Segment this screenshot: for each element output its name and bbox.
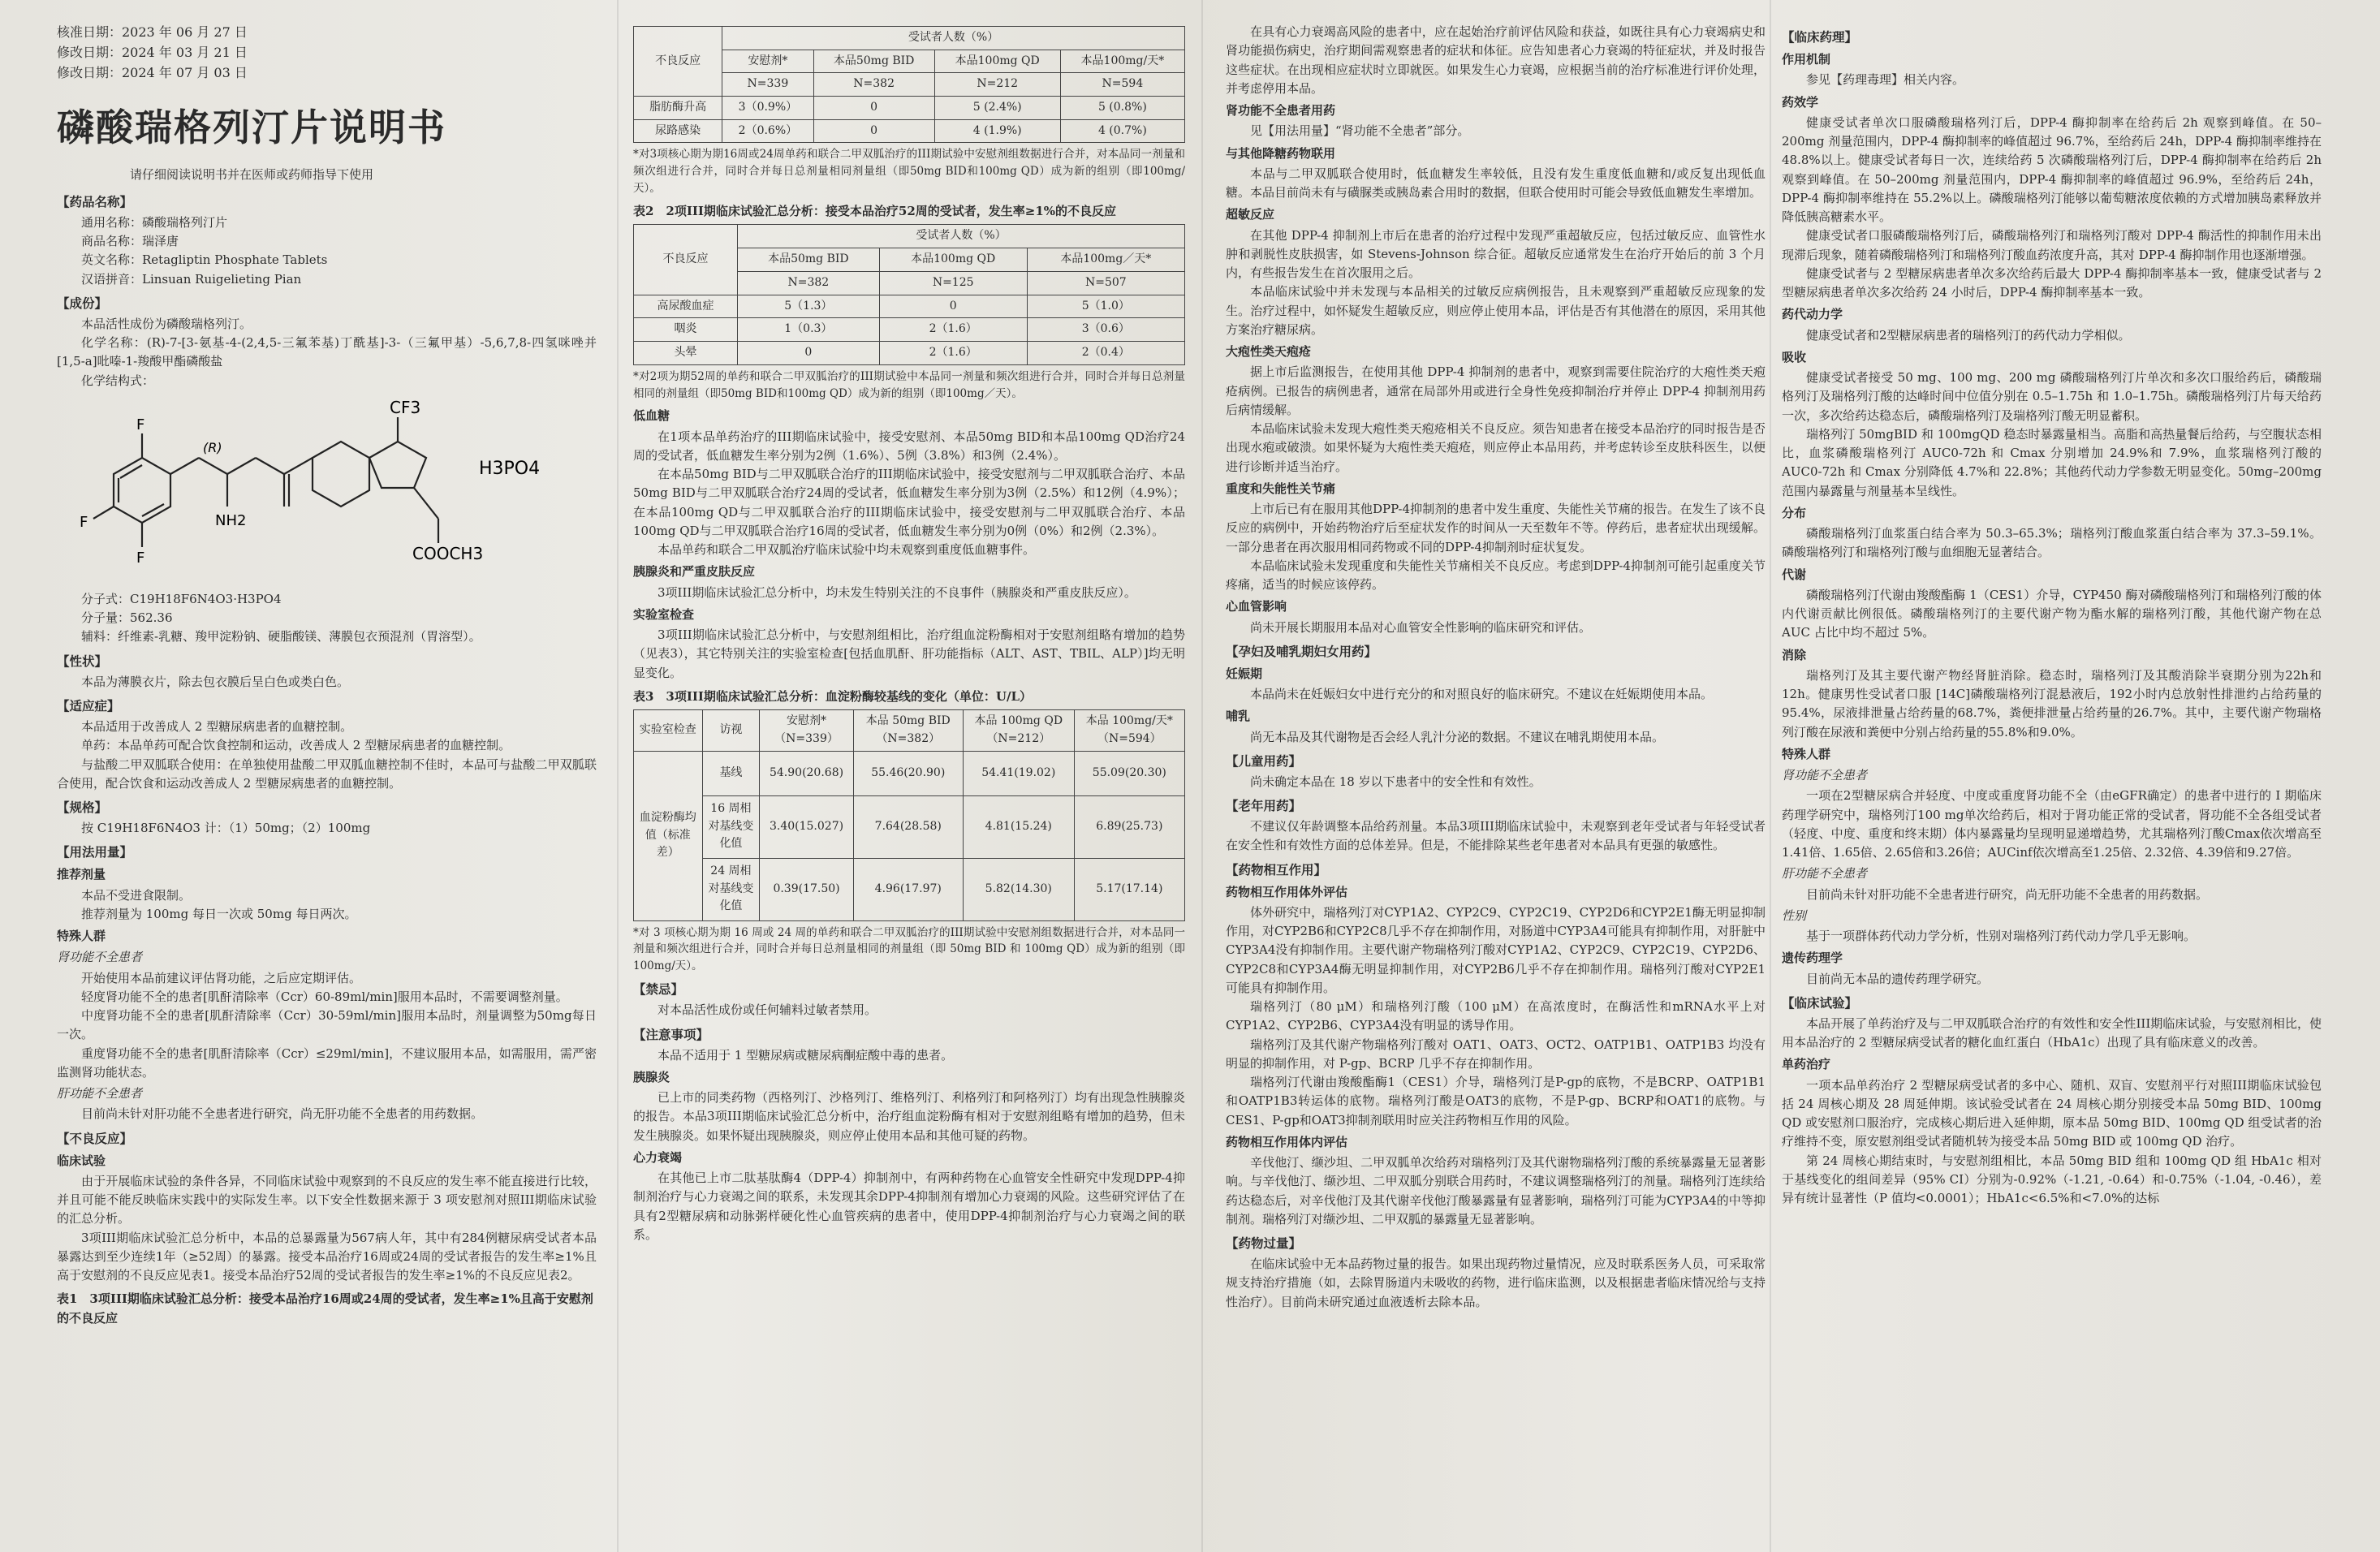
table-header: N=382: [738, 271, 880, 295]
pancreatitis-text: 3项III期临床试验汇总分析中，均未发生特别关注的不良事件（胰腺炎和严重皮肤反应）。: [658, 584, 1136, 600]
table-cell: 0: [813, 97, 934, 120]
table-cell: 0: [738, 341, 880, 364]
table-cell: 头晕: [634, 341, 738, 364]
section-heading: 【性状】: [57, 653, 108, 669]
dosage-text: 重度肾功能不全的患者[肌酐清除率（Ccr）≤29ml/min]，不建议服用本品，如需服用，需严密监测肾功能状态。: [57, 1045, 597, 1080]
section-heading: 【儿童用药】: [1226, 752, 1302, 769]
table-cell: 2（1.6）: [879, 341, 1027, 364]
dosage-text: 推荐剂量为 100mg 每日一次或 50mg 每日两次。: [81, 906, 357, 921]
table-cell: 54.90(20.68): [760, 751, 853, 795]
interaction-text: 瑞格列汀（80 μM）和瑞格列汀酸（100 μM）在高浓度时，在酶活性和mRNA水平上对CYP1A2、CYP2B6、CYP3A4没有明显的诱导作用。: [1226, 999, 1766, 1033]
table-cell: 0: [879, 295, 1027, 318]
lactation-text: 尚无本品及其代谢物是否会经人乳汁分泌的数据。不建议在哺乳期使用本品。: [1250, 729, 1665, 744]
table-cell: 0.39(17.50): [760, 858, 853, 920]
subheading: 胰腺炎和严重皮肤反应: [633, 564, 756, 580]
precaution-text: 尚未开展长期服用本品对心血管安全性影响的临床研究和评估。: [1250, 619, 1592, 635]
section-heading: 【孕妇及哺乳期妇女用药】: [1226, 643, 1378, 659]
interaction-text: 辛伐他汀、缬沙坦、二甲双胍单次给药对瑞格列汀及其代谢物瑞格列汀酸的系统暴露量无显著影响。与辛伐他汀、缬沙坦、二甲双胍分别联合用药时，不建议调整瑞格列汀的剂量。瑞格列汀连续给药达稳态后，对辛伐他汀及其代谢辛伐他汀酸暴露量有显著影响，瑞格列汀可能为CYP3A4的中等抑制剂。瑞格列汀对缬沙坦、二甲双胍的暴露量无显著影响。: [1226, 1155, 1766, 1227]
column-3: [1226, 23, 1766, 1536]
precaution-text: 在其他 DPP-4 抑制剂上市后在患者的治疗过程中发现严重超敏反应，包括过敏反应、血管性水肿和剥脱性皮肤损害，如 Stevens-Johnson 综合征。超敏反应通常发生在治疗开始后的前 3 个月内，有些报告发生在首次服用之后。: [1226, 227, 1766, 280]
table-cell: 高尿酸血症: [634, 295, 738, 318]
column-4: [1782, 23, 2322, 1536]
generic-name: 通用名称：磷酸瑞格列汀片: [81, 214, 228, 230]
dosage-text: 目前尚未针对肝功能不全患者进行研究，尚无肝功能不全患者的用药数据。: [81, 1106, 484, 1122]
fold-line: [1201, 0, 1203, 1552]
section-heading: 【临床药理】: [1782, 29, 1858, 45]
table-row: [634, 751, 1185, 795]
phosphoric-acid-label: H3PO4: [479, 458, 541, 479]
table-cell: 24 周相对基线变化值: [702, 858, 760, 920]
lab-text: 3项III期临床试验汇总分析中，与安慰剂组相比，治疗组血淀粉酶相对于安慰剂组略有增加的趋势（见表3），其它特别关注的实验室检查[包括血肌酐、肝功能指标（ALT、AST、TBIL、ALP）]均无明显变化。: [633, 627, 1185, 680]
fluorine-label: F: [136, 416, 145, 433]
table-header: 本品 100mg QD（N=212）: [963, 710, 1074, 751]
precaution-text: 本品临床试验中并未发现与本品相关的过敏反应病例报告，且未观察到严重超敏反应现象的发生。治疗过程中，如怀疑发生超敏反应，则应停止使用本品，评估是否有其他潜在的原因，采用其他方案治疗糖尿病。: [1226, 284, 1766, 337]
amine-label: NH2: [215, 511, 247, 529]
table-note: *对3项核心期为期16周或24周单药和联合二甲双胍治疗的III期试验中安慰剂组数据进行合并，对本品同一剂量和频次组进行合并，同时合并每日总剂量相同剂量组（即50mg BID和100mg QD）成为新的组别（即100mg/天）。: [633, 148, 1185, 196]
table-cell: 5.82(14.30): [963, 858, 1074, 920]
table-cell: 3.40(15.027): [760, 795, 853, 858]
hypoglycemia-text: 在本品50mg BID与二甲双胍联合治疗的III期临床试验中，接受安慰剂与二甲双胍联合治疗、本品50mg BID与二甲双胍联合治疗24周的受试者，低血糖发生率分别为3例（2.5%）和12例（4.9%）；在本品100mg QD与二甲双胍联合治疗的III期临床试验中，接受安慰剂与二甲双胍联合治疗、本品100mg QD与二甲双胍联合治疗16周的受试者，低血糖发生率分别为0例（0%）和2例（2.3%）。: [633, 467, 1185, 538]
pharmacology-text: 瑞格列汀 50mgBID 和 100mgQD 稳态时暴露量相当。高脂和高热量餐后给药，与空腹状态相比，血浆磷酸瑞格列汀 AUC0-72h 和 Cmax 分别增加 24.9%和 7.9%，血浆瑞格列汀酸的 AUC0-72h 和 Cmax 分别降低 4.7%和 22.8%；其他药代动力学参数无明显变化。50mg–200mg 范围内暴露量与剂量基本呈线性。: [1782, 426, 2322, 498]
table-cell: 5 (0.8%): [1060, 97, 1184, 120]
table-cell: 5（1.0）: [1027, 295, 1184, 318]
subheading: 妊娠期: [1226, 666, 1263, 681]
table-cell: 2（0.4）: [1027, 341, 1184, 364]
table-cell: 尿路感染: [634, 119, 722, 143]
table-caption: 表2 2项III期临床试验汇总分析：接受本品治疗52周的受试者，发生率≥1%的不良反应: [633, 204, 1117, 219]
section-heading: 【禁忌】: [633, 981, 684, 998]
table-header: 本品 50mg BID（N=382）: [853, 710, 963, 751]
subheading: 超敏反应: [1226, 207, 1275, 222]
subheading: 与其他降糖药物联用: [1226, 145, 1336, 161]
indication-text: 本品适用于改善成人 2 型糖尿病患者的血糖控制。: [81, 719, 353, 734]
fluorine-label: F: [80, 513, 88, 531]
subheading: 药物相互作用体外评估: [1226, 884, 1348, 899]
table-3: [633, 709, 1185, 920]
dosage-text: 中度肾功能不全的患者[肌酐清除率（Ccr）30-59ml/min]服用本品时，剂量调整为50mg每日一次。: [57, 1008, 597, 1042]
table-header: 本品100mg QD: [879, 248, 1027, 272]
geriatric-text: 不建议仅年龄调整本品给药剂量。本品3项III期临床试验中，未观察到老年受试者与年轻受试者在安全性和有效性方面的总体差异。但是，不能排除某些老年患者对本品具有更强的敏感性。: [1226, 819, 1766, 853]
section-heading: 【用法用量】: [57, 844, 133, 860]
table-header: 本品 100mg/天*（N=594）: [1074, 710, 1184, 751]
revision-date: 修改日期：2024 年 07 月 03 日: [57, 64, 248, 80]
chemical-structure-diagram: [57, 397, 597, 584]
subheading: 特殊人群: [1782, 746, 1831, 761]
subheading: 代谢: [1782, 567, 1807, 582]
precaution-text: 据上市后监测报告，在使用其他 DPP-4 抑制剂的患者中，观察到需要住院治疗的大疱性类天疱疮病例。已报告的病例患者，通常在局部外用或进行全身性免疫抑制治疗并停止 DPP-4 抑制剂用药后病情缓解。: [1226, 364, 1766, 417]
table-row: [634, 318, 1185, 342]
table-cell: 4.81(15.24): [963, 795, 1074, 858]
column-1: [57, 23, 597, 1536]
trial-text: 一项本品单药治疗 2 型糖尿病受试者的多中心、随机、双盲、安慰剂平行对照III期临床试验包括 24 周核心期及 28 周延伸期。该试验受试者在 24 周核心期分别接受本品 50mg BID、100mg QD 或安慰剂口服治疗，完成核心期后进入延伸期，原本品 50mg BID、100mg QD 组受试者的治疗维持不变，原安慰剂组受试者随机转为接受本品 50mg BID 或 100mg QD 治疗。: [1782, 1077, 2322, 1149]
table-header: 安慰剂*（N=339）: [760, 710, 853, 751]
table-header: 本品100mg／天*: [1027, 248, 1184, 272]
table-cell: 16 周相对基线变化值: [702, 795, 760, 858]
table-cell: 55.46(20.90): [853, 751, 963, 795]
table-cell: 4 (0.7%): [1060, 119, 1184, 143]
section-heading: 【药物相互作用】: [1226, 861, 1327, 877]
table-header: N=339: [722, 73, 814, 97]
table-cell: 55.09(20.30): [1074, 751, 1184, 795]
precaution-text: 本品不适用于 1 型糖尿病或糖尿病酮症酸中毒的患者。: [658, 1047, 954, 1063]
revision-date: 修改日期：2024 年 03 月 21 日: [57, 44, 248, 60]
subheading: 哺乳: [1226, 709, 1251, 724]
pharmacology-text: 健康受试者单次口服磷酸瑞格列汀后，DPP-4 酶抑制率在给药后 2h 观察到峰值。在 50–200mg 剂量范围内，DPP-4 酶抑制率的峰值超过 96.7%，至给药后 24h，DPP-4 酶抑制率维持在 48.8%以上。健康受试者每日一次，连续给药 5 次磷酸瑞格列汀后，DPP-4 酶抑制率在给药后 2h 观察到峰值。在 50–200mg 剂量范围内，DPP-4 酶抑制率的峰值超过 96.9%，至给药后 24h，DPP-4 酶抑制率维持在 55.2%以上。磷酸瑞格列汀能够以葡萄糖浓度依赖的方式增加胰岛素释放并降低胰高糖素水平。: [1782, 114, 2322, 225]
spec-text: 按 C19H18F6N4O3 计：（1）50mg；（2）100mg: [81, 821, 371, 836]
pharmacology-text: 基于一项群体药代动力学分析，性别对瑞格列汀药代动力学几乎无影响。: [1806, 929, 2197, 944]
subheading: 肝功能不全患者: [1782, 866, 1868, 882]
precaution-text: 在其他已上市二肽基肽酶4（DPP-4）抑制剂中，有两种药物在心血管安全性研究中发现DPP-4抑制剂治疗与心力衰竭之间的联系，未发现其余DPP-4抑制剂有增加心力衰竭的风险。这些研究评估了在具有2型糖尿病和动脉粥样硬化性心血管疾病的患者中，使用DPP-4抑制剂治疗与心力衰竭之间的联系。: [633, 1170, 1185, 1242]
dosage-text: 本品不受进食限制。: [81, 887, 192, 903]
subheading: 推荐剂量: [57, 867, 106, 882]
table-caption: 表1 3项III期临床试验汇总分析：接受本品治疗16周或24周的受试者，发生率≥1%且高于安慰剂的不良反应: [57, 1291, 593, 1326]
table-row: [634, 97, 1185, 120]
indication-text: 与盐酸二甲双胍联合使用：在单独使用盐酸二甲双胍血糖控制不佳时，本品可与盐酸二甲双胍联合使用，配合饮食和运动改善成人 2 型糖尿病患者的血糖控制。: [57, 757, 597, 791]
subheading: 肝功能不全患者: [57, 1086, 143, 1101]
subheading: 肾功能不全患者: [1782, 768, 1868, 783]
pharmacology-text: 一项在2型糖尿病合并轻度、中度或重度肾功能不全（由eGFR确定）的患者中进行的 I 期临床药理学研究中，瑞格列汀100 mg单次给药后，相对于肾功能正常的受试者，肾功能不全各组受试者（轻度、中度、重度和终末期）体内暴露量均呈现明显递增趋势，尤其瑞格列汀酸Cmax依次增高至1.41倍、1.65倍、2.65倍和3.26倍；AUCinf依次增高至1.25倍、2.32倍、4.39倍和9.27倍。: [1782, 788, 2322, 860]
section-heading: 【不良反应】: [57, 1130, 133, 1146]
hypoglycemia-text: 在1项本品单药治疗的III期临床试验中，接受安慰剂、本品50mg BID和本品100mg QD治疗24周的受试者，低血糖发生率分别为2例（1.6%）、5例（3.8%）和3例（2.4%）。: [633, 429, 1185, 463]
dosage-text: 开始使用本品前建议评估肾功能，之后应定期评估。: [81, 970, 362, 985]
table-header: 本品50mg BID: [738, 248, 880, 272]
table-header: 实验室检查: [634, 710, 703, 751]
stereo-label: (R): [203, 439, 222, 455]
pharmacology-text: 磷酸瑞格列汀血浆蛋白结合率为 50.3–65.3%；瑞格列汀酸血浆蛋白结合率为 37.3–59.1%。磷酸瑞格列汀和瑞格列汀酸与血细胞无显著结合。: [1782, 526, 2322, 560]
interaction-text: 体外研究中，瑞格列汀对CYP1A2、CYP2C9、CYP2C19、CYP2D6和CYP2E1酶无明显抑制作用，对CYP2B6和CYP2C8几乎不存在抑制作用，对肠道中CYP3A4可能具有抑制作用，对肝脏中CYP3A4没有抑制作用。主要代谢产物瑞格列汀酸对CYP1A2、CYP2C9、CYP2C19、CYP2D6、CYP2C8和CYP3A4酶无明显抑制作用，对CYP2B6几乎不存在抑制作用。瑞格列汀酸对CYP2E1可能具有抑制作用。: [1226, 904, 1766, 995]
table-row: [634, 341, 1185, 364]
pinyin-name: 汉语拼音：Linsuan Ruigelieting Pian: [81, 271, 302, 287]
cf3-label: CF3: [390, 397, 421, 417]
document-title: 磷酸瑞格列汀片说明书: [57, 106, 446, 150]
section-heading: 【临床试验】: [1782, 994, 1858, 1011]
table-note: *对 3 项核心期为期 16 周或 24 周的单药和联合二甲双胍治疗的III期试验中安慰剂组数据进行合并，对本品同一剂量和频次组进行合并，同时合并每日总剂量相同的剂量组（即 50mg BID 和 100mg QD）成为新的组别（即 100mg/天）。: [633, 925, 1185, 973]
precaution-text: 见【用法用量】“肾功能不全患者”部分。: [1250, 123, 1470, 139]
table-cell: 咽炎: [634, 318, 738, 342]
subheading: 作用机制: [1782, 52, 1831, 67]
table-1: [633, 26, 1185, 143]
pharmacology-text: 参见【药理毒理】相关内容。: [1806, 72, 1965, 88]
table-2: [633, 224, 1185, 364]
excipients: 辅料：纤维素-乳糖、羧甲淀粉钠、硬脂酸镁、薄膜包衣预混剂（胃溶型）。: [81, 629, 481, 645]
adverse-text: 3项III期临床试验汇总分析中，本品的总暴露量为567病人年，其中有284例糖尿病受试者本品暴露达到至少连续1年（≥52周）的暴露。接受本品治疗16周或24周的受试者报告的发生率≥1%且高于安慰剂的不良反应见表1。接受本品治疗52周的受试者报告的发生率≥1%的不良反应见表2。: [57, 1230, 597, 1283]
section-heading: 【适应症】: [57, 697, 120, 713]
table-cell: 2（1.6）: [879, 318, 1027, 342]
trial-text: 本品开展了单药治疗及与二甲双胍联合治疗的有效性和安全性III期临床试验，与安慰剂相比，使用本品治疗的 2 型糖尿病受试者的糖化血红蛋白（HbA1c）出现了具有临床意义的改善。: [1782, 1015, 2322, 1050]
table-row: [634, 858, 1185, 920]
fold-line: [617, 0, 619, 1552]
table-header: N=212: [934, 73, 1060, 97]
table-cell: 4.96(17.97): [853, 858, 963, 920]
table-header: 受试者人数（%）: [738, 225, 1185, 248]
subheading: 心血管影响: [1226, 599, 1287, 614]
table-note: *对2项为期52周的单药和联合二甲双胍治疗的III期试验中本品同一剂量和频次组进行合并，同时合并每日总剂量相同的剂量组（即50mg BID和100mg QD）成为新的组别（即100mg／天）。: [633, 369, 1185, 400]
revision-dates: [57, 23, 597, 83]
table-header: N=507: [1027, 271, 1184, 295]
table-header: 本品100mg/天*: [1060, 50, 1184, 73]
table-header: 不良反应: [634, 27, 722, 97]
table-cell: 血淀粉酶均值（标准差）: [634, 751, 703, 920]
approval-date: 核准日期：2023 年 06 月 27 日: [57, 24, 248, 40]
table-cell: 3（0.9%）: [722, 97, 814, 120]
fluorine-label: F: [136, 549, 145, 567]
subheading: 遗传药理学: [1782, 951, 1843, 966]
table-cell: 5（1.3）: [738, 295, 880, 318]
pediatric-text: 尚未确定本品在 18 岁以下患者中的安全性和有效性。: [1250, 774, 1541, 789]
subheading: 肾功能不全患者用药: [1226, 103, 1336, 118]
subheading: 临床试验: [57, 1153, 106, 1168]
document-subtitle: 请仔细阅读说明书并在医师或药师指导下使用: [130, 166, 374, 182]
column-2: [633, 23, 1185, 1536]
table-header: N=594: [1060, 73, 1184, 97]
subheading: 单药治疗: [1782, 1057, 1831, 1072]
table-cell: 3（0.6）: [1027, 318, 1184, 342]
table-caption: 表3 3项III期临床试验汇总分析：血淀粉酶较基线的变化（单位：U/L）: [633, 688, 1033, 704]
subheading: 肾功能不全患者: [57, 950, 143, 965]
table-cell: 4 (1.9%): [934, 119, 1060, 143]
structure-label: 化学结构式：: [81, 373, 155, 388]
ester-label: COOCH3: [412, 543, 484, 563]
interaction-text: 瑞格列汀代谢由羧酸酯酶1（CES1）介导，瑞格列汀是P-gp的底物，不是BCRP、OATP1B1和OATP1B3转运体的底物。瑞格列汀酸是OAT3的底物，不是P-gp、BCRP和OAT1的底物。与CES1、P-gp和OAT3抑制剂联用时应关注药物相互作用的风险。: [1226, 1075, 1766, 1127]
subheading: 药物相互作用体内评估: [1226, 1134, 1348, 1149]
subheading: 分布: [1782, 505, 1807, 520]
table-header: 本品100mg QD: [934, 50, 1060, 73]
table-cell: 0: [813, 119, 934, 143]
subheading: 心力衰竭: [633, 1149, 683, 1165]
subheading: 胰腺炎: [633, 1069, 670, 1084]
table-header: N=382: [813, 73, 934, 97]
trial-text: 第 24 周核心期结束时，与安慰剂组相比，本品 50mg BID 组和 100mg QD 组 HbA1c 相对于基线变化的组间差异（95% CI）分别为-0.92%（-1.21, -0.64）和-0.75%（-1.04, -0.46），差异有统计显著性（P 值均<0.0001）；HbA1c<6.5%和<7.0%的达标: [1782, 1153, 2322, 1206]
table-header: 本品50mg BID: [813, 50, 934, 73]
subheading: 低血糖: [633, 408, 670, 424]
molecular-formula: 分子式：C19H18F6N4O3·H3PO4: [81, 591, 282, 606]
section-heading: 【注意事项】: [633, 1026, 709, 1042]
subheading: 药代动力学: [1782, 307, 1843, 322]
hypoglycemia-text: 本品单药和联合二甲双胍治疗临床试验中均未观察到重度低血糖事件。: [658, 542, 1036, 558]
pharmacology-text: 健康受试者接受 50 mg、100 mg、200 mg 磷酸瑞格列汀片单次和多次口服给药后，磷酸瑞格列汀及瑞格列汀酸的达峰时间中位值分别在 0.5–1.75h 和 1.0–1.75h。磷酸瑞格列汀片每天给药一次，多次给药达稳态后，磷酸瑞格列汀及瑞格列汀酸无明显蓄积。: [1782, 370, 2322, 423]
table-cell: 6.89(25.73): [1074, 795, 1184, 858]
description-text: 本品为薄膜衣片，除去包衣膜后呈白色或类白色。: [81, 674, 350, 689]
trade-name: 商品名称：瑞泽唐: [81, 234, 179, 249]
table-cell: 基线: [702, 751, 760, 795]
interaction-text: 瑞格列汀及其代谢产物瑞格列汀酸对 OAT1、OAT3、OCT2、OATP1B1、OATP1B3 均没有明显的抑制作用，对 P-gp、BCRP 几乎不存在抑制作用。: [1226, 1037, 1766, 1071]
section-heading: 【药物过量】: [1226, 1235, 1302, 1252]
chemical-name: 化学名称：(R)-7-[3-氨基-4-(2,4,5-三氟苯基)丁酰基]-3-（三氟甲基）-5,6,7,8-四氢咪唑并[1,5-a]吡嗪-1-羧酸甲酯磷酸盐: [57, 335, 597, 369]
subheading: 特殊人群: [57, 929, 106, 944]
contraindication-text: 对本品活性成份或任何辅料过敏者禁用。: [658, 1002, 877, 1018]
subheading: 消除: [1782, 647, 1807, 662]
pharmacology-text: 健康受试者口服磷酸瑞格列汀后，磷酸瑞格列汀和瑞格列汀酸对 DPP-4 酶活性的抑制作用未出现滞后现象，随着磷酸瑞格列汀和瑞格列汀酸血药浓度升高，其对 DPP-4 酶抑制作用也逐渐增强。: [1782, 228, 2322, 262]
table-header: 受试者人数（%）: [722, 27, 1185, 50]
precaution-text: 本品临床试验未发现大疱性类天疱疮相关不良反应。须告知患者在接受本品治疗的同时报告是否出现水疱或破溃。如果怀疑为大疱性类天疱疮，则应停止本品用药，并考虑转诊至皮肤科医生，以便进行诊断并适当治疗。: [1226, 421, 1766, 474]
pharmacology-text: 目前尚未针对肝功能不全患者进行研究，尚无肝功能不全患者的用药数据。: [1806, 886, 2209, 902]
subheading: 实验室检查: [633, 606, 695, 622]
table-header: N=125: [879, 271, 1027, 295]
table-row: [634, 795, 1185, 858]
table-cell: 54.41(19.02): [963, 751, 1074, 795]
precaution-text: 在具有心力衰竭高风险的患者中，应在起始治疗前评估风险和获益，如既往具有心力衰竭病史和肾功能损伤病史，治疗期间需观察患者的症状和体征。应告知患者心力衰竭的特征症状，并及时报告这些症状。在出现相应症状时立即就医。如果发生心力衰竭，应根据当前的治疗标准进行评价处理，并考虑停用本品。: [1226, 24, 1766, 96]
section-heading: 【成份】: [57, 295, 108, 311]
table-cell: 5 (2.4%): [934, 97, 1060, 120]
pharmacology-text: 瑞格列汀及其主要代谢产物经肾脏消除。稳态时，瑞格列汀及其酸消除半衰期分别为22h和12h。健康男性受试者口服 [14C]磷酸瑞格列汀混悬液后，192小时内总放射性排泄约占给药量的95.4%，尿液排泄量占给药量的68.7%，粪便排泄量占给药量的26.7%。其中，主要代谢产物瑞格列汀酸在尿液和粪便中分别占给药量的55.8%和9.0%。: [1782, 667, 2322, 739]
molecular-weight: 分子量：562.36: [81, 610, 173, 626]
active-ingredient: 本品活性成份为磷酸瑞格列汀。: [81, 316, 252, 331]
subheading: 性别: [1782, 907, 1807, 923]
dosage-text: 轻度肾功能不全的患者[肌酐清除率（Ccr）60-89ml/min]服用本品时，不需要调整剂量。: [81, 989, 568, 1004]
table-cell: 1（0.3）: [738, 318, 880, 342]
subheading: 重度和失能性关节痛: [1226, 481, 1336, 496]
adverse-text: 由于开展临床试验的条件各异，不同临床试验中观察到的不良反应的发生率不能直接进行比较，并且可能不能反映临床实践中的实际发生率。以下安全性数据来源于 3 项安慰剂对照III期临床试验的汇总分析。: [57, 1173, 597, 1227]
subheading: 大疱性类天疱疮: [1226, 344, 1312, 359]
table-cell: 2（0.6%）: [722, 119, 814, 143]
table-header: 访视: [702, 710, 760, 751]
section-heading: 【老年用药】: [1226, 798, 1302, 814]
precaution-text: 本品与二甲双胍联合使用时，低血糖发生率较低，且没有发生重度低血糖和/或反复出现低血糖。本品目前尚未有与磺脲类或胰岛素合用时的数据，但联合使用时可能会导致低血糖发生率增加。: [1226, 166, 1766, 200]
table-row: [634, 119, 1185, 143]
table-header: 安慰剂*: [722, 50, 814, 73]
table-header: 不良反应: [634, 225, 738, 295]
pregnancy-text: 本品尚未在妊娠妇女中进行充分的和对照良好的临床研究。不建议在妊娠期使用本品。: [1250, 687, 1714, 702]
section-heading: 【规格】: [57, 800, 108, 815]
precaution-text: 已上市的同类药物（西格列汀、沙格列汀、维格列汀、利格列汀和阿格列汀）均有出现急性胰腺炎的报告。本品3项III期临床试验汇总分析中，治疗组血淀粉酶有相对于安慰剂组略有增加的趋势，但未发生胰腺炎。如果怀疑出现胰腺炎，则应停止使用本品和其他可疑的药物。: [633, 1090, 1185, 1143]
subheading: 吸收: [1782, 349, 1807, 364]
table-cell: 7.64(28.58): [853, 795, 963, 858]
pharmacology-text: 目前尚无本品的遗传药理学研究。: [1806, 971, 1990, 986]
pharmacology-text: 健康受试者与 2 型糖尿病患者单次多次给药后最大 DPP-4 酶抑制率基本一致，健康受试者与 2 型糖尿病患者单次多次给药 24 小时后，DPP-4 酶抑制率基本一致。: [1782, 265, 2322, 300]
precaution-text: 上市后已有在服用其他DPP-4抑制剂的患者中发生重度、失能性关节痛的报告。在发生了该不良反应的病例中，开始药物治疗后至症状发作的时间从一天至数年不等。停药后，患者症状出现缓解。一部分患者在再次服用相同药物或不同的DPP-4抑制剂时症状复发。: [1226, 502, 1766, 554]
precaution-text: 本品临床试验未发现重度和失能性关节痛相关不良反应。考虑到DPP-4抑制剂可能引起重度关节疼痛，适当的时候应该停药。: [1226, 558, 1766, 592]
overdose-text: 在临床试验中无本品药物过量的报告。如果出现药物过量情况，应及时联系医务人员，可采取常规支持治疗措施（如，去除胃肠道内未吸收的药物，进行临床监测，以及根据患者临床情况给与支持性治疗）。目前尚未研究通过血液透析去除本品。: [1226, 1257, 1766, 1309]
english-name: 英文名称：Retagliptin Phosphate Tablets: [81, 252, 328, 268]
pharmacology-text: 健康受试者和2型糖尿病患者的瑞格列汀的药代动力学相似。: [1806, 327, 2131, 343]
table-row: [634, 295, 1185, 318]
fold-line: [1770, 0, 1771, 1552]
indication-text: 单药：本品单药可配合饮食控制和运动，改善成人 2 型糖尿病患者的血糖控制。: [81, 738, 511, 753]
table-cell: 5.17(17.14): [1074, 858, 1184, 920]
section-heading: 【药品名称】: [57, 193, 133, 209]
table-cell: 脂肪酶升高: [634, 97, 722, 120]
subheading: 药效学: [1782, 94, 1819, 110]
pharmacology-text: 磷酸瑞格列汀代谢由羧酸酯酶 1（CES1）介导，CYP450 酶对磷酸瑞格列汀和瑞格列汀酸的体内代谢贡献比例很低。磷酸瑞格列汀的主要代谢产物为酯水解的瑞格列汀酸，其他代谢产物在总 AUC 占比中均不超过 5%。: [1782, 587, 2322, 640]
